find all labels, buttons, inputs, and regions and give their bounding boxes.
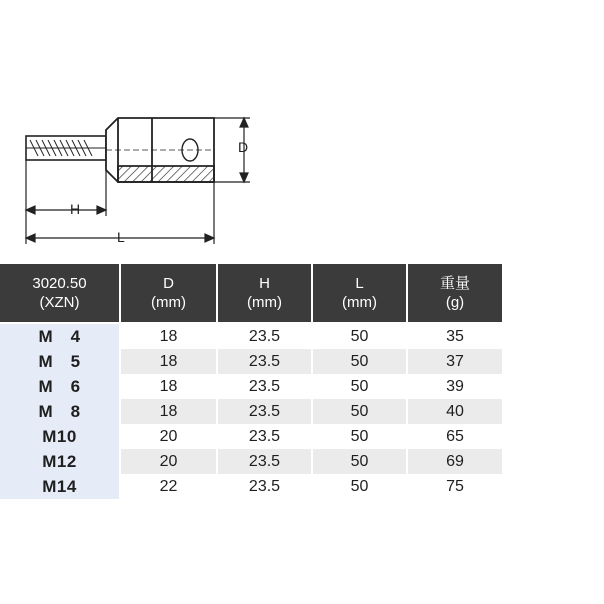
h-cell: 23.5 bbox=[217, 449, 312, 474]
weight-cell: 69 bbox=[407, 449, 502, 474]
h-cell: 23.5 bbox=[217, 424, 312, 449]
weight-cell: 37 bbox=[407, 349, 502, 374]
model-cell: M 4 bbox=[0, 323, 120, 349]
weight-cell: 65 bbox=[407, 424, 502, 449]
l-cell: 50 bbox=[312, 424, 407, 449]
weight-cell: 40 bbox=[407, 399, 502, 424]
l-cell: 50 bbox=[312, 399, 407, 424]
model-cell: M 5 bbox=[0, 349, 120, 374]
l-cell: 50 bbox=[312, 323, 407, 349]
xzn-bit-tip bbox=[26, 136, 106, 160]
model-cell: M10 bbox=[0, 424, 120, 449]
l-cell: 50 bbox=[312, 349, 407, 374]
model-cell: M 6 bbox=[0, 374, 120, 399]
socket-body bbox=[106, 118, 214, 182]
h-cell: 23.5 bbox=[217, 323, 312, 349]
table-row bbox=[0, 349, 502, 374]
h-cell: 23.5 bbox=[217, 399, 312, 424]
d-cell: 20 bbox=[120, 424, 217, 449]
header-l: L (mm) bbox=[312, 264, 407, 323]
table-row bbox=[0, 424, 502, 449]
header-weight: 重量 (g) bbox=[407, 264, 502, 323]
l-cell: 50 bbox=[312, 474, 407, 499]
weight-cell: 39 bbox=[407, 374, 502, 399]
table-row bbox=[0, 374, 502, 399]
dimension-h bbox=[26, 160, 106, 244]
d-cell: 18 bbox=[120, 374, 217, 399]
header-d: D (mm) bbox=[120, 264, 217, 323]
h-cell: 23.5 bbox=[217, 474, 312, 499]
table-row bbox=[0, 449, 502, 474]
weight-cell: 75 bbox=[407, 474, 502, 499]
h-cell: 23.5 bbox=[217, 374, 312, 399]
h-cell: 23.5 bbox=[217, 349, 312, 374]
socket-bit-drawing bbox=[0, 0, 604, 260]
dimension-h-label: H bbox=[70, 201, 81, 217]
d-cell: 22 bbox=[120, 474, 217, 499]
spec-table bbox=[0, 264, 502, 499]
table-row bbox=[0, 399, 502, 424]
d-cell: 18 bbox=[120, 349, 217, 374]
header-h: H (mm) bbox=[217, 264, 312, 323]
weight-cell: 35 bbox=[407, 323, 502, 349]
table-row bbox=[0, 474, 502, 499]
table-row bbox=[0, 323, 502, 349]
d-cell: 20 bbox=[120, 449, 217, 474]
d-cell: 18 bbox=[120, 399, 217, 424]
model-cell: M12 bbox=[0, 449, 120, 474]
dimension-l-label: L bbox=[117, 229, 125, 245]
l-cell: 50 bbox=[312, 374, 407, 399]
dimension-d-label: D bbox=[238, 139, 249, 155]
header-model: 3020.50 (XZN) bbox=[0, 264, 120, 323]
l-cell: 50 bbox=[312, 449, 407, 474]
model-cell: M 8 bbox=[0, 399, 120, 424]
table-header-row bbox=[0, 264, 502, 323]
model-cell: M14 bbox=[0, 474, 120, 499]
d-cell: 18 bbox=[120, 323, 217, 349]
